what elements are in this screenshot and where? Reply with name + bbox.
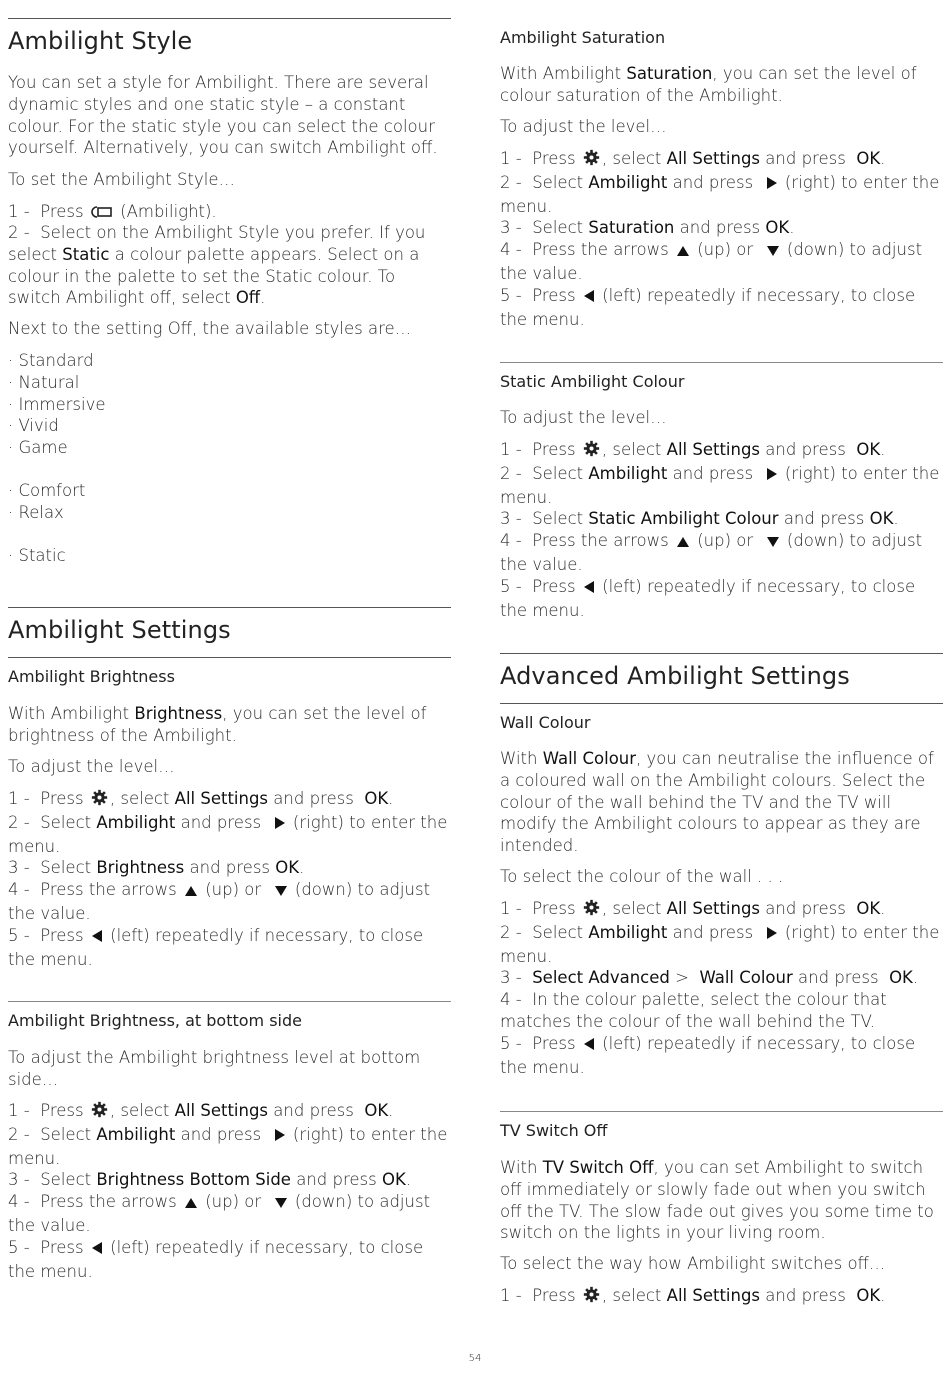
section-divider xyxy=(500,703,943,704)
list-item: · Immersive xyxy=(8,394,106,414)
saturation-heading: Ambilight Saturation xyxy=(500,28,666,47)
arrow-up-icon xyxy=(676,241,690,263)
gear-icon xyxy=(91,789,108,812)
section-divider xyxy=(8,607,451,608)
section-divider xyxy=(8,18,451,19)
ambilight-settings-title: Ambilight Settings xyxy=(8,616,231,644)
arrow-down-icon xyxy=(274,881,288,903)
arrow-left-icon xyxy=(583,1035,595,1057)
brightness-to-adjust: To adjust the level… xyxy=(8,757,175,776)
brightness-intro: With Ambilight Brightness, you can set the level of brightness of the Ambilight. xyxy=(8,704,427,745)
ambilight-style-title: Ambilight Style xyxy=(8,27,193,55)
arrow-up-icon xyxy=(184,881,198,903)
wall-steps: 1 - Press , select All Settings and press OK. 2 - Select Ambilight and press (right) to enter the menu. 3 - Select Advanced > Wall Colour and press OK. 4 - In the colour palette, select the colour that matches the colour of the wall behind the TV. 5 - Press (left) repeatedly if necessary, to close the menu. xyxy=(500,899,940,1077)
arrow-up-icon xyxy=(184,1193,198,1215)
brightness-steps: 1 - Press , select All Settings and press OK. 2 - Select Ambilight and press (right) to enter the menu. 3 - Select Brightness and press OK. 4 - Press the arrows (up) or (down) to adjust the value. 5 - Press (left) repeatedly if necessary, to close the menu. xyxy=(8,789,448,969)
switch-off-to-select: To select the way how Ambilight switches off… xyxy=(500,1254,886,1273)
list-item: · Standard xyxy=(8,351,94,370)
arrow-left-icon xyxy=(583,287,595,309)
arrow-down-icon xyxy=(274,1193,288,1215)
next-to-setting: Next to the setting Off, the available styles are… xyxy=(8,319,412,338)
gear-icon xyxy=(583,899,600,922)
arrow-right-icon xyxy=(766,924,778,946)
section-divider xyxy=(8,657,451,658)
arrow-right-icon xyxy=(274,1126,286,1148)
arrow-left-icon xyxy=(91,927,103,949)
static-steps: 1 - Press , select All Settings and press OK. 2 - Select Ambilight and press (right) to enter the menu. 3 - Select Static Ambilight Colour and press OK. 4 - Press the arrows (up) or (down) to adjust the value. 5 - Press (left) repeatedly if necessary, to close the menu. xyxy=(500,440,940,620)
list-item: · Static xyxy=(8,546,66,565)
styles-list xyxy=(8,350,451,459)
to-set-style: To set the Ambilight Style… xyxy=(8,170,236,189)
arrow-down-icon xyxy=(766,241,780,263)
styles-list-2 xyxy=(8,480,451,524)
bottom-to-adjust: To adjust the Ambilight brightness level at bottom side… xyxy=(8,1048,421,1089)
tv-switch-off-heading: TV Switch Off xyxy=(500,1121,608,1140)
arrow-up-icon xyxy=(676,532,690,554)
list-item: · Comfort xyxy=(8,481,86,500)
switch-off-steps: 1 - Press , select All Settings and press OK. xyxy=(500,1285,943,1309)
arrow-right-icon xyxy=(766,465,778,487)
wall-colour-heading: Wall Colour xyxy=(500,713,591,732)
page-number: 54 xyxy=(468,1353,482,1364)
style-step-1: 1 - Press (Ambilight). xyxy=(8,201,451,225)
section-divider xyxy=(500,362,943,363)
saturation-to-adjust: To adjust the level… xyxy=(500,117,667,136)
static-to-adjust: To adjust the level… xyxy=(500,408,667,427)
bottom-brightness-heading: Ambilight Brightness, at bottom side xyxy=(8,1011,302,1030)
wall-to-select: To select the colour of the wall . . . xyxy=(500,867,784,886)
section-divider xyxy=(500,653,943,654)
section-divider xyxy=(500,1111,943,1112)
gear-icon xyxy=(583,149,600,172)
list-item: · Game xyxy=(8,438,68,458)
ambilight-style-intro: You can set a style for Ambilight. There are several dynamic styles and one static style – a constant colour. For the static style you can select the colour yourself. Alternatively, you can switch Ambilight off. xyxy=(8,73,438,158)
list-item: · Relax xyxy=(8,502,64,522)
arrow-right-icon xyxy=(766,174,778,196)
arrow-left-icon xyxy=(583,578,595,600)
switch-off-intro: With TV Switch Off, you can set Ambilight to switch off immediately or slowly fade out when you switch off the TV. The slow fade out gives you some time to switch on the lights in your living room. xyxy=(500,1158,934,1243)
saturation-intro: With Ambilight Saturation, you can set the level of colour saturation of the Ambilight. xyxy=(500,64,917,105)
section-divider xyxy=(8,1001,451,1002)
arrow-right-icon xyxy=(274,814,286,836)
gear-icon xyxy=(583,1286,600,1309)
wall-colour-intro: With Wall Colour, you can neutralise the influence of a coloured wall on the Ambilight colours. Select the colour of the wall behind the TV and the TV will modify the Ambilight colours to appear as they are intended. xyxy=(500,749,934,856)
style-step-2: 2 - Select on the Ambilight Style you prefer. If you select Static a colour palette appears. Select on a colour in the palette to set the Static colour. To switch Ambilight off, select Off. xyxy=(8,223,426,308)
gear-icon xyxy=(91,1101,108,1124)
gear-icon xyxy=(583,440,600,463)
arrow-down-icon xyxy=(766,532,780,554)
arrow-left-icon xyxy=(91,1239,103,1261)
styles-list-3 xyxy=(8,545,451,567)
saturation-steps: 1 - Press , select All Settings and press OK. 2 - Select Ambilight and press (right) to enter the menu. 3 - Select Saturation and press OK. 4 - Press the arrows (up) or (down) to adjust the value. 5 - Press (left) repeatedly if necessary, to close the menu. xyxy=(500,149,940,329)
list-item: · Vivid xyxy=(8,416,59,436)
static-colour-heading: Static Ambilight Colour xyxy=(500,372,685,391)
advanced-settings-title: Advanced Ambilight Settings xyxy=(500,662,850,690)
list-item: · Natural xyxy=(8,372,80,392)
brightness-heading: Ambilight Brightness xyxy=(8,667,175,686)
bottom-steps: 1 - Press , select All Settings and press OK. 2 - Select Ambilight and press (right) to enter the menu. 3 - Select Brightness Bottom Side and press OK. 4 - Press the arrows (up) or (down) to adjust the value. 5 - Press (left) repeatedly if necessary, to close the menu. xyxy=(8,1101,448,1281)
